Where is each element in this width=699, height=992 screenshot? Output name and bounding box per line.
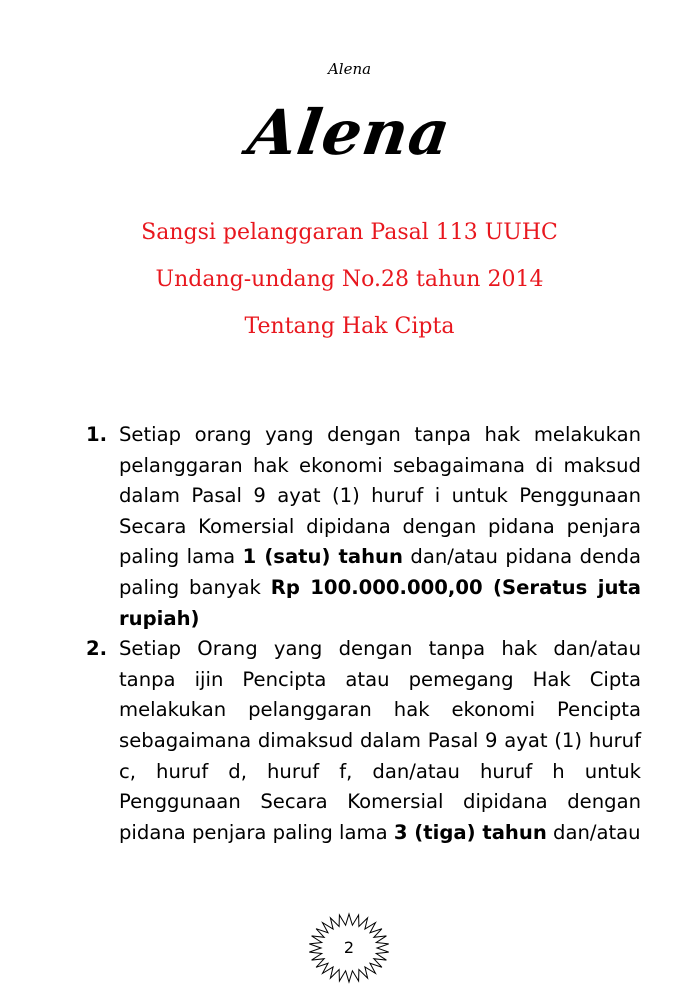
title-line-2: Undang-undang No.28 tahun 2014 [155,267,544,292]
item-number: 1. [86,423,108,446]
title-line-3: Tentang Hak Cipta [244,314,455,339]
item-text-part: Setiap orang yang dengan tanpa hak melakukan pelanggaran hak ekonomi sebagaimana di maksud dalam Pasal 9 ayat (1) huruf i untuk Penggunaan Secara Komersial dipidana dengan pidana penjara paling lama [119,423,641,569]
title-line-1: Sangsi pelanggaran Pasal 113 UUHC [141,220,558,245]
item-text-part: dan/atau pidana denda paling banyak [119,545,641,599]
alena-logo: Alena [243,96,456,169]
running-header: Alena [327,60,372,78]
item-bold-part: Rp 100.000.000,00 (Seratus juta rupiah) [119,575,641,630]
item-text [119,420,641,634]
sanction-list [86,420,641,848]
item-bold-part: 3 (tiga) tahun [393,820,547,844]
item-text [119,634,641,848]
page-number: 2 [343,938,355,957]
item-text-part: Setiap Orang yang dengan tanpa hak dan/atau tanpa ijin Pencipta atau pemegang Hak Cipta melakukan pelanggaran hak ekonomi Pencipta sebagaimana dimaksud dalam Pasal 9 ayat (1) huruf c, huruf d, huruf f, dan/atau huruf h untuk Penggunaan Secara Komersial dipidana dengan pidana penjara paling lama [119,637,641,844]
item-text-part: dan/atau [546,820,641,844]
item-number: 2. [86,637,108,661]
list-item [86,420,641,634]
page-number-badge [307,912,391,984]
list-item [86,634,641,848]
item-bold-part: 1 (satu) tahun [242,545,403,569]
